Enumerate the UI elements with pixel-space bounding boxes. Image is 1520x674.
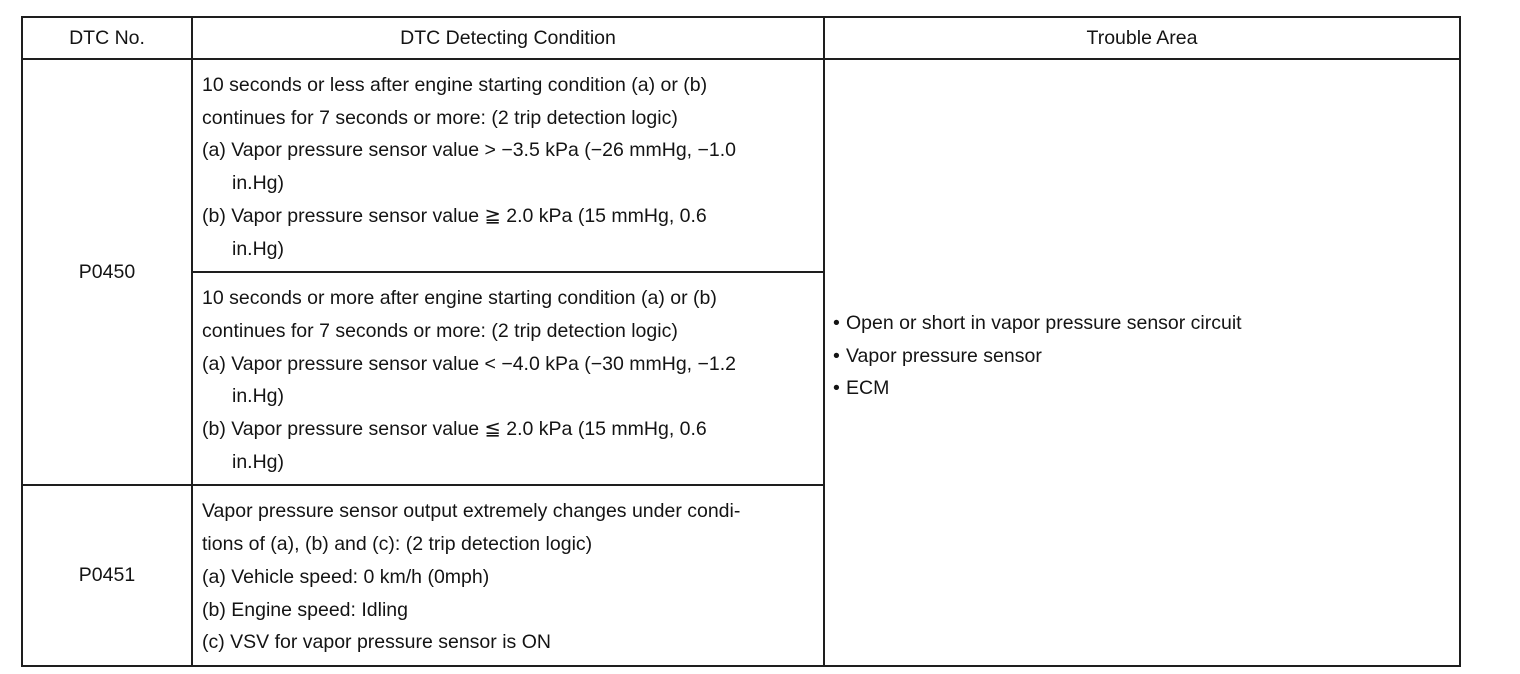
trouble-area-text: Vapor pressure sensor [846, 344, 1042, 367]
trouble-area-text: ECM [846, 377, 890, 400]
table-row [22, 59, 1460, 272]
trouble-area-cell [824, 59, 1460, 666]
dtc-table [21, 16, 1461, 667]
condition-line: (a) Vehicle speed: 0 km/h (0mph) [202, 565, 490, 588]
header-row [22, 17, 1460, 59]
condition-line: Vapor pressure sensor output extremely changes under condi- [202, 500, 741, 523]
condition-line: tions of (a), (b) and (c): (2 trip detection logic) [202, 533, 593, 556]
bullet-icon: • [833, 344, 840, 367]
condition-line: continues for 7 seconds or more: (2 trip detection logic) [202, 106, 678, 129]
condition-line: (b) Engine speed: Idling [202, 598, 408, 621]
header-trouble-area: Trouble Area [824, 17, 1460, 59]
bullet-icon: • [833, 312, 840, 334]
condition-line: in.Hg) [232, 172, 285, 195]
condition-cell [192, 485, 824, 666]
condition-line: continues for 7 seconds or more: (2 trip detection logic) [202, 319, 678, 342]
trouble-area-item [833, 307, 1451, 340]
condition-line: 10 seconds or less after engine starting condition (a) or (b) [202, 74, 708, 96]
dtc-code: P0450 [22, 59, 192, 485]
condition-line: (c) VSV for vapor pressure sensor is ON [202, 631, 551, 654]
bullet-icon: • [833, 377, 840, 400]
trouble-area-item [833, 372, 1451, 405]
header-condition: DTC Detecting Condition [192, 17, 824, 59]
condition-line: (b) Vapor pressure sensor value ≧ 2.0 kPa (15 mmHg, 0.6 [202, 204, 707, 227]
condition-line: (a) Vapor pressure sensor value < −4.0 kPa (−30 mmHg, −1.2 [202, 352, 736, 375]
condition-cell [192, 59, 824, 272]
trouble-area-text: Open or short in vapor pressure sensor circuit [846, 312, 1242, 334]
header-dtc-no: DTC No. [22, 17, 192, 59]
condition-line: 10 seconds or more after engine starting condition (a) or (b) [202, 287, 717, 310]
condition-cell [192, 272, 824, 485]
dtc-code: P0451 [22, 485, 192, 666]
condition-line: in.Hg) [232, 385, 285, 408]
trouble-area-item [833, 340, 1451, 373]
condition-line: in.Hg) [232, 237, 285, 260]
condition-line: (b) Vapor pressure sensor value ≦ 2.0 kPa (15 mmHg, 0.6 [202, 418, 707, 441]
condition-line: (a) Vapor pressure sensor value > −3.5 kPa (−26 mmHg, −1.0 [202, 139, 736, 162]
condition-line: in.Hg) [232, 450, 285, 473]
